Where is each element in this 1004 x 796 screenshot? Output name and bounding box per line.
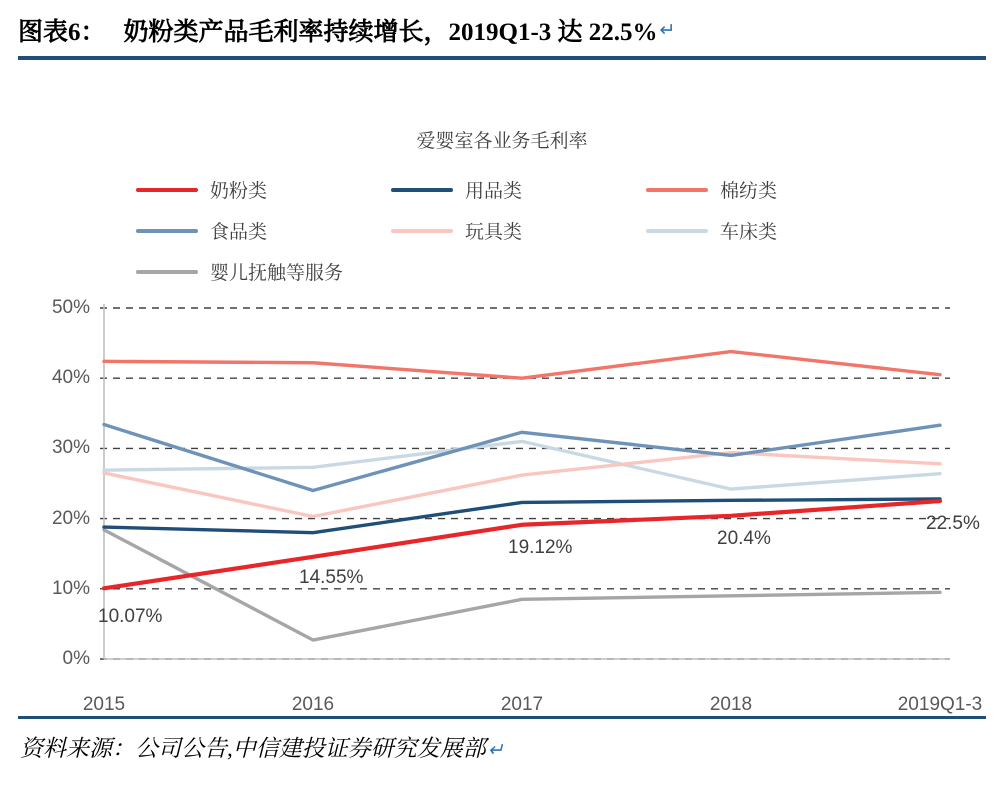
figure-header xyxy=(18,6,986,54)
series-line xyxy=(104,499,940,533)
legend-row xyxy=(136,176,936,203)
data-label: 14.55% xyxy=(299,566,364,588)
x-tick-label: 2018 xyxy=(709,694,753,715)
legend-swatch-mianfang xyxy=(646,188,708,192)
legend-item-naifen[interactable] xyxy=(136,176,391,203)
y-tick-label: 40% xyxy=(51,367,90,389)
chart-legend xyxy=(136,176,936,299)
pilcrow-mark-footer: ↵ xyxy=(487,740,504,762)
legend-row xyxy=(136,258,936,285)
page-title: 奶粉类产品毛利率持续增长，2019Q1-3 达 22.5% xyxy=(123,19,658,46)
y-tick-label: 20% xyxy=(51,507,90,529)
legend-item-mianfang[interactable] xyxy=(646,176,901,203)
legend-item-wanju[interactable] xyxy=(391,217,646,244)
data-label: 20.4% xyxy=(717,527,771,549)
legend-item-chechuang[interactable] xyxy=(646,217,901,244)
legend-swatch-wanju xyxy=(391,229,453,233)
y-tick-label: 10% xyxy=(51,577,90,599)
source-note xyxy=(20,730,504,763)
legend-swatch-chechuang xyxy=(646,229,708,233)
legend-label-naifen: 奶粉类 xyxy=(210,181,268,202)
plot-area xyxy=(18,296,986,715)
legend-item-yongpin[interactable] xyxy=(391,176,646,203)
source-text: 资料来源：公司公告,中信建投证券研究发展部 xyxy=(20,736,486,761)
legend-item-fuchu[interactable] xyxy=(136,258,391,285)
legend-label-yongpin: 用品类 xyxy=(465,181,523,202)
divider-top xyxy=(18,56,986,60)
legend-item-shipin[interactable] xyxy=(136,217,391,244)
y-tick-label: 0% xyxy=(62,648,90,669)
legend-swatch-fuchu xyxy=(136,270,198,274)
legend-label-mianfang: 棉纺类 xyxy=(720,181,778,202)
x-tick-label: 2016 xyxy=(291,694,335,715)
figure-label: 图表6： xyxy=(18,19,106,46)
legend-swatch-yongpin xyxy=(391,188,453,192)
data-label: 22.5% xyxy=(926,513,980,535)
divider-bottom xyxy=(18,716,986,719)
chart-svg xyxy=(18,296,986,711)
x-tick-label: 2015 xyxy=(82,694,126,715)
legend-label-wanju: 玩具类 xyxy=(465,222,523,243)
chart-title: 爱婴室各业务毛利率 xyxy=(416,131,588,152)
chart-container xyxy=(18,66,986,715)
y-tick-label: 50% xyxy=(51,297,90,318)
series-line xyxy=(104,352,940,379)
legend-label-chechuang: 车床类 xyxy=(720,222,778,243)
data-label: 10.07% xyxy=(98,606,163,628)
legend-row xyxy=(136,217,936,244)
legend-label-shipin: 食品类 xyxy=(210,222,268,243)
legend-label-fuchu: 婴儿抚触等服务 xyxy=(210,263,344,284)
x-tick-label: 2019Q1-3 xyxy=(897,694,983,715)
x-tick-label: 2017 xyxy=(500,694,544,715)
pilcrow-mark: ↵ xyxy=(659,19,676,41)
y-tick-label: 30% xyxy=(51,437,90,459)
legend-swatch-shipin xyxy=(136,229,198,233)
legend-swatch-naifen xyxy=(136,188,198,192)
data-label: 19.12% xyxy=(508,536,573,558)
